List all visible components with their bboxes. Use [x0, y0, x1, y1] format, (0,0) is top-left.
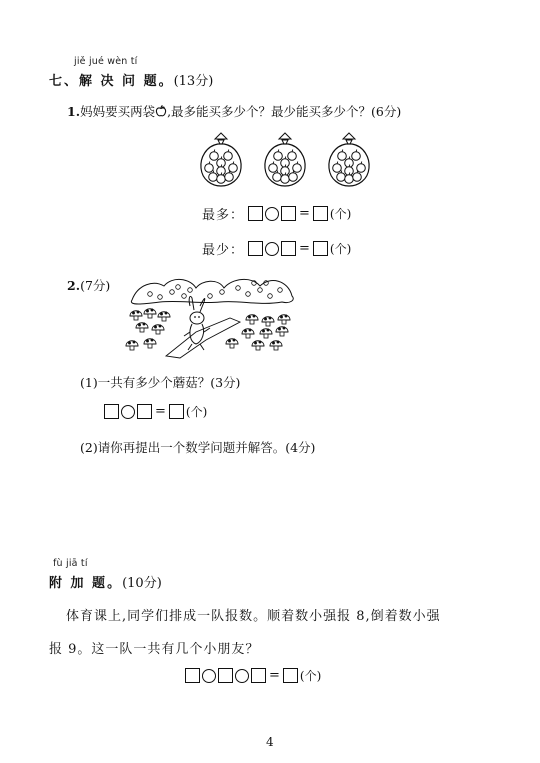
q1-most-label: 最多： — [202, 208, 245, 223]
apple-bag-icon — [262, 130, 308, 188]
answer-box[interactable] — [248, 206, 263, 221]
bonus-title: 附 加 题 — [49, 576, 108, 591]
apple-bag-icon — [326, 130, 372, 188]
apple-bag-icon — [198, 130, 244, 188]
answer-box[interactable] — [251, 668, 266, 683]
q1-most-equation — [202, 204, 351, 223]
q2-equation — [104, 403, 207, 420]
answer-box[interactable] — [137, 404, 152, 419]
unit-label: (个) — [329, 207, 352, 221]
section7-title: 七、解 决 问 题 — [49, 74, 159, 89]
answer-box[interactable] — [248, 241, 263, 256]
section7-heading — [49, 70, 213, 89]
operator-circle[interactable] — [265, 242, 279, 256]
q2-sub1: (1)一共有多少个蘑菇？(3分) — [80, 375, 241, 390]
answer-box[interactable] — [185, 668, 200, 683]
page-number: 4 — [266, 735, 274, 749]
section7-pinyin: jiě jué wèn tí — [74, 56, 138, 67]
answer-box[interactable] — [313, 241, 328, 256]
bonus-equation — [185, 667, 321, 684]
equals-sign: = — [299, 206, 310, 221]
bonus-score: (10分) — [122, 576, 162, 591]
equals-sign: = — [269, 668, 280, 683]
operator-circle[interactable] — [235, 669, 249, 683]
q1-number: 1. — [67, 104, 81, 119]
answer-box[interactable] — [281, 206, 296, 221]
answer-box[interactable] — [104, 404, 119, 419]
q1-least-label: 最少： — [202, 243, 245, 258]
bonus-pinyin: fù jiā tí — [53, 558, 88, 569]
q1-prompt — [67, 102, 401, 120]
answer-box[interactable] — [218, 668, 233, 683]
section7-score: (13分) — [173, 74, 214, 89]
answer-box[interactable] — [281, 241, 296, 256]
bonus-line1: 体育课上,同学们排成一队报数。顺着数小强报 8,倒着数小强 — [66, 609, 441, 624]
bonus-dot: 。 — [107, 576, 123, 591]
equals-sign: = — [299, 241, 310, 256]
answer-box[interactable] — [283, 668, 298, 683]
operator-circle[interactable] — [202, 669, 216, 683]
bonus-line2: 报 9。这一队一共有几个小朋友？ — [49, 642, 260, 657]
answer-box[interactable] — [169, 404, 184, 419]
q1-text-after: ,最多能买多少个？最少能买多少个？(6分) — [167, 104, 402, 119]
q1-text-before: 妈妈要买两袋 — [80, 104, 156, 119]
mushroom-rabbit-illustration — [120, 270, 300, 362]
unit-label: (个) — [329, 242, 352, 256]
answer-box[interactable] — [313, 206, 328, 221]
equals-sign: = — [155, 404, 166, 419]
q2-number: 2. — [67, 278, 81, 293]
unit-label: (个) — [299, 669, 322, 683]
q2-header — [67, 276, 110, 294]
section7-dot: 。 — [158, 74, 174, 89]
unit-label: (个) — [185, 405, 208, 419]
q2-score: (7分) — [80, 278, 111, 293]
q2-sub2: (2)请你再提出一个数学问题并解答。(4分) — [80, 440, 316, 455]
q1-least-equation — [202, 239, 351, 258]
bonus-heading — [49, 572, 162, 591]
operator-circle[interactable] — [121, 405, 135, 419]
operator-circle[interactable] — [265, 207, 279, 221]
apple-icon — [155, 105, 167, 117]
